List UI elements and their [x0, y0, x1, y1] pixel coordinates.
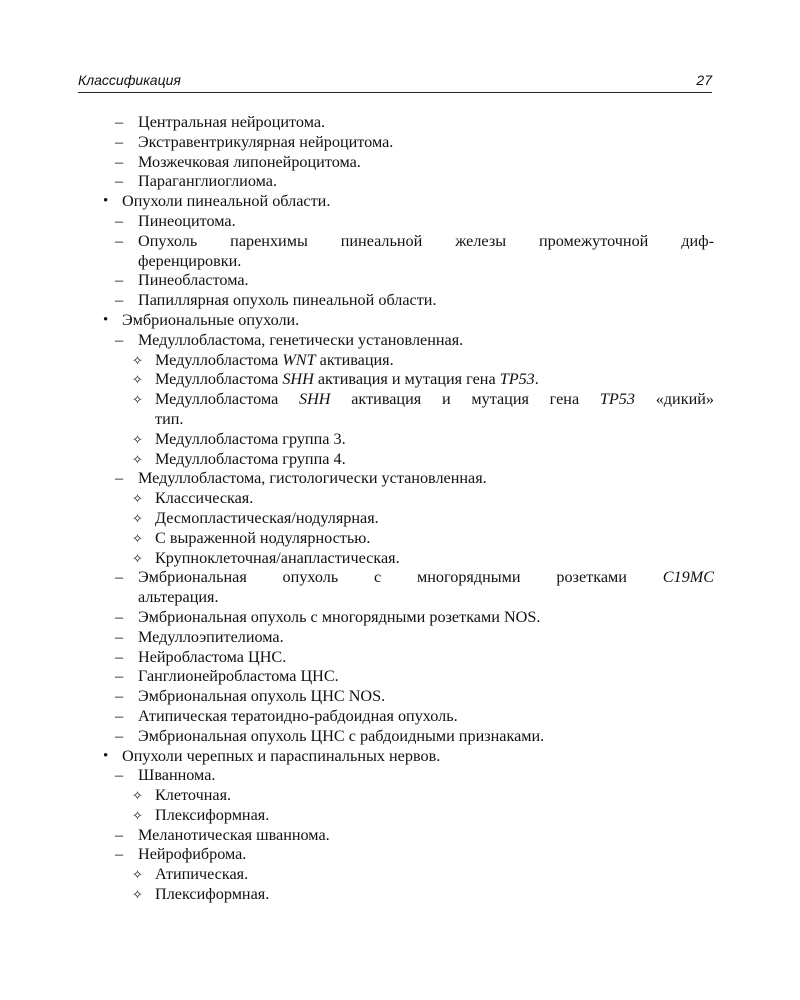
- diamond-bullet-icon: ✧: [132, 530, 143, 546]
- list-item-text: Ганглионейробластома ЦНС.: [138, 667, 339, 686]
- dash-marker: –: [115, 330, 124, 349]
- list-item-text: Пинеоцитома.: [138, 211, 236, 230]
- list-item-text: [155, 390, 714, 410]
- dash-marker: –: [115, 271, 124, 290]
- list-item-text: Эмбриональная опухоль с многорядными розетками NOS.: [138, 607, 541, 626]
- list-item-text: Медуллобластома, генетически установленная.: [138, 330, 464, 349]
- list-item: [100, 291, 714, 311]
- list-item-text: Десмопластическая/нодулярная.: [155, 508, 379, 527]
- list-item-text: Центральная нейроцитома.: [138, 113, 326, 131]
- gene-name: WNT: [282, 350, 316, 369]
- list-item: [100, 390, 714, 410]
- list-item: [100, 113, 714, 133]
- dash-marker: –: [115, 706, 124, 725]
- list-item: [100, 351, 714, 371]
- diamond-bullet-icon: ✧: [132, 807, 143, 823]
- list-item-text: Эмбриональная опухоль ЦНС NOS.: [138, 687, 386, 706]
- dash-marker: –: [115, 231, 124, 250]
- diamond-bullet-icon: ✧: [132, 887, 143, 903]
- list-item: [100, 212, 714, 232]
- list-item-text: Атипическая тератоидно-рабдоидная опухоль.: [138, 706, 458, 725]
- classification-list: [100, 113, 714, 905]
- list-item-text: Пинеобластома.: [138, 271, 249, 290]
- dash-marker: –: [115, 469, 124, 488]
- list-item-text: Нейробластома ЦНС.: [138, 647, 287, 666]
- list-item-text: Медуллоэпителиома.: [138, 627, 284, 646]
- diamond-bullet-icon: ✧: [132, 431, 143, 447]
- list-item: [100, 529, 714, 549]
- dash-marker: –: [115, 568, 124, 587]
- list-item: [100, 826, 714, 846]
- diamond-bullet-icon: ✧: [132, 451, 143, 467]
- list-item: [100, 786, 714, 806]
- list-item: [100, 806, 714, 826]
- dash-marker: –: [115, 172, 124, 191]
- list-item: [100, 370, 714, 390]
- list-item: [100, 628, 714, 648]
- list-item: [100, 568, 714, 588]
- text-fragment: .: [534, 370, 539, 389]
- list-item: [100, 311, 714, 331]
- list-item-continuation: [100, 410, 714, 430]
- bullet-icon: •: [103, 747, 109, 764]
- list-item: [100, 153, 714, 173]
- dash-marker: –: [115, 113, 124, 131]
- list-item-text: С выраженной нодулярностью.: [155, 528, 371, 547]
- list-item-continuation: [100, 252, 714, 272]
- list-item-text: Нейрофиброма.: [138, 845, 247, 864]
- list-item-text: Опухоли черепных и параспинальных нервов.: [122, 746, 441, 765]
- dash-marker: –: [115, 152, 124, 171]
- list-item: [100, 232, 714, 252]
- dash-marker: –: [115, 845, 124, 864]
- list-item: [100, 509, 714, 529]
- list-item: [100, 430, 714, 450]
- bullet-icon: •: [103, 311, 109, 328]
- diamond-bullet-icon: ✧: [132, 352, 143, 368]
- list-item: [100, 133, 714, 153]
- dash-marker: –: [115, 211, 124, 230]
- diamond-bullet-icon: ✧: [132, 510, 143, 526]
- list-item-text: Медуллобластома, гистологически установленная.: [138, 469, 487, 488]
- list-item: [100, 549, 714, 569]
- list-item-text: Крупноклеточная/анапластическая.: [155, 548, 400, 567]
- dash-marker: –: [115, 132, 124, 151]
- list-item: [100, 648, 714, 668]
- list-item-text: [155, 351, 714, 371]
- dash-marker: –: [115, 291, 124, 310]
- diamond-bullet-icon: ✧: [132, 550, 143, 566]
- gene-name: SHH: [299, 390, 331, 409]
- diamond-bullet-icon: ✧: [132, 788, 143, 804]
- dash-marker: –: [115, 667, 124, 686]
- list-item: [100, 865, 714, 885]
- list-item-text: ференцировки.: [138, 251, 242, 270]
- list-item: [100, 469, 714, 489]
- list-item-text: Медуллобластома группа 3.: [155, 429, 346, 448]
- list-item-text: тип.: [155, 409, 184, 428]
- text-fragment: активация и мутация гена: [330, 390, 600, 409]
- page-number: 27: [696, 72, 712, 88]
- list-item-text: Медуллобластома группа 4.: [155, 449, 346, 468]
- diamond-bullet-icon: ✧: [132, 491, 143, 507]
- dash-marker: –: [115, 647, 124, 666]
- list-item-text: Параганглиоглиома.: [138, 172, 277, 191]
- section-title: Классификация: [78, 72, 181, 88]
- list-item-text: Эмбриональные опухоли.: [122, 310, 300, 329]
- dash-marker: –: [115, 607, 124, 626]
- dash-marker: –: [115, 687, 124, 706]
- list-item-text: [155, 370, 714, 390]
- dash-marker: –: [115, 766, 124, 785]
- list-item: [100, 450, 714, 470]
- list-item-text: Плексиформная.: [155, 805, 270, 824]
- diamond-bullet-icon: ✧: [132, 867, 143, 883]
- list-item: [100, 667, 714, 687]
- list-item-text: Клеточная.: [155, 786, 232, 805]
- text-fragment: активация.: [315, 350, 394, 369]
- list-item: [100, 707, 714, 727]
- gene-name: TP53: [499, 370, 535, 389]
- text-fragment: активация и мутация гена: [313, 370, 500, 389]
- list-item: [100, 766, 714, 786]
- list-item-text: альтерация.: [138, 588, 219, 607]
- list-item: [100, 747, 714, 767]
- list-item-text: Плексиформная.: [155, 885, 270, 904]
- text-fragment: Медуллобластома: [155, 390, 300, 409]
- list-item: [100, 331, 714, 351]
- text-fragment: Эмбриональная опухоль с многорядными розетками: [138, 568, 663, 587]
- dash-marker: –: [115, 726, 124, 745]
- dash-marker: –: [115, 627, 124, 646]
- list-item-text: Мозжечковая липонейроцитома.: [138, 152, 361, 171]
- list-item: [100, 885, 714, 905]
- list-item-text: Опухоль паренхимы пинеальной железы промежуточной диф-: [138, 231, 714, 250]
- list-item-continuation: [100, 588, 714, 608]
- list-item-text: Шваннома.: [138, 766, 216, 785]
- list-item-text: Эмбриональная опухоль ЦНС с рабдоидными признаками.: [138, 726, 545, 745]
- list-item: [100, 727, 714, 747]
- text-fragment: Медуллобластома: [155, 370, 283, 389]
- gene-name: TP53: [599, 390, 635, 409]
- list-item-text: [138, 568, 714, 588]
- list-item-text: Атипическая.: [155, 865, 249, 884]
- list-item-text: Папиллярная опухоль пинеальной области.: [138, 291, 437, 310]
- diamond-bullet-icon: ✧: [132, 372, 143, 388]
- list-item-text: Опухоли пинеальной области.: [122, 192, 331, 211]
- running-header: [78, 70, 712, 93]
- list-item: [100, 608, 714, 628]
- gene-name: SHH: [282, 370, 314, 389]
- text-fragment: «дикий»: [634, 390, 714, 409]
- list-item: [100, 271, 714, 291]
- list-item: [100, 489, 714, 509]
- list-item: [100, 845, 714, 865]
- gene-name: C19MC: [662, 568, 714, 587]
- list-item: [100, 172, 714, 192]
- text-fragment: Медуллобластома: [155, 350, 283, 369]
- list-item-text: Экстравентрикулярная нейроцитома.: [138, 132, 394, 151]
- list-item: [100, 687, 714, 707]
- list-item: [100, 192, 714, 212]
- bullet-icon: •: [103, 193, 109, 210]
- list-item-text: Меланотическая шваннома.: [138, 825, 330, 844]
- dash-marker: –: [115, 825, 124, 844]
- list-item-text: Классическая.: [155, 489, 254, 508]
- diamond-bullet-icon: ✧: [132, 392, 143, 408]
